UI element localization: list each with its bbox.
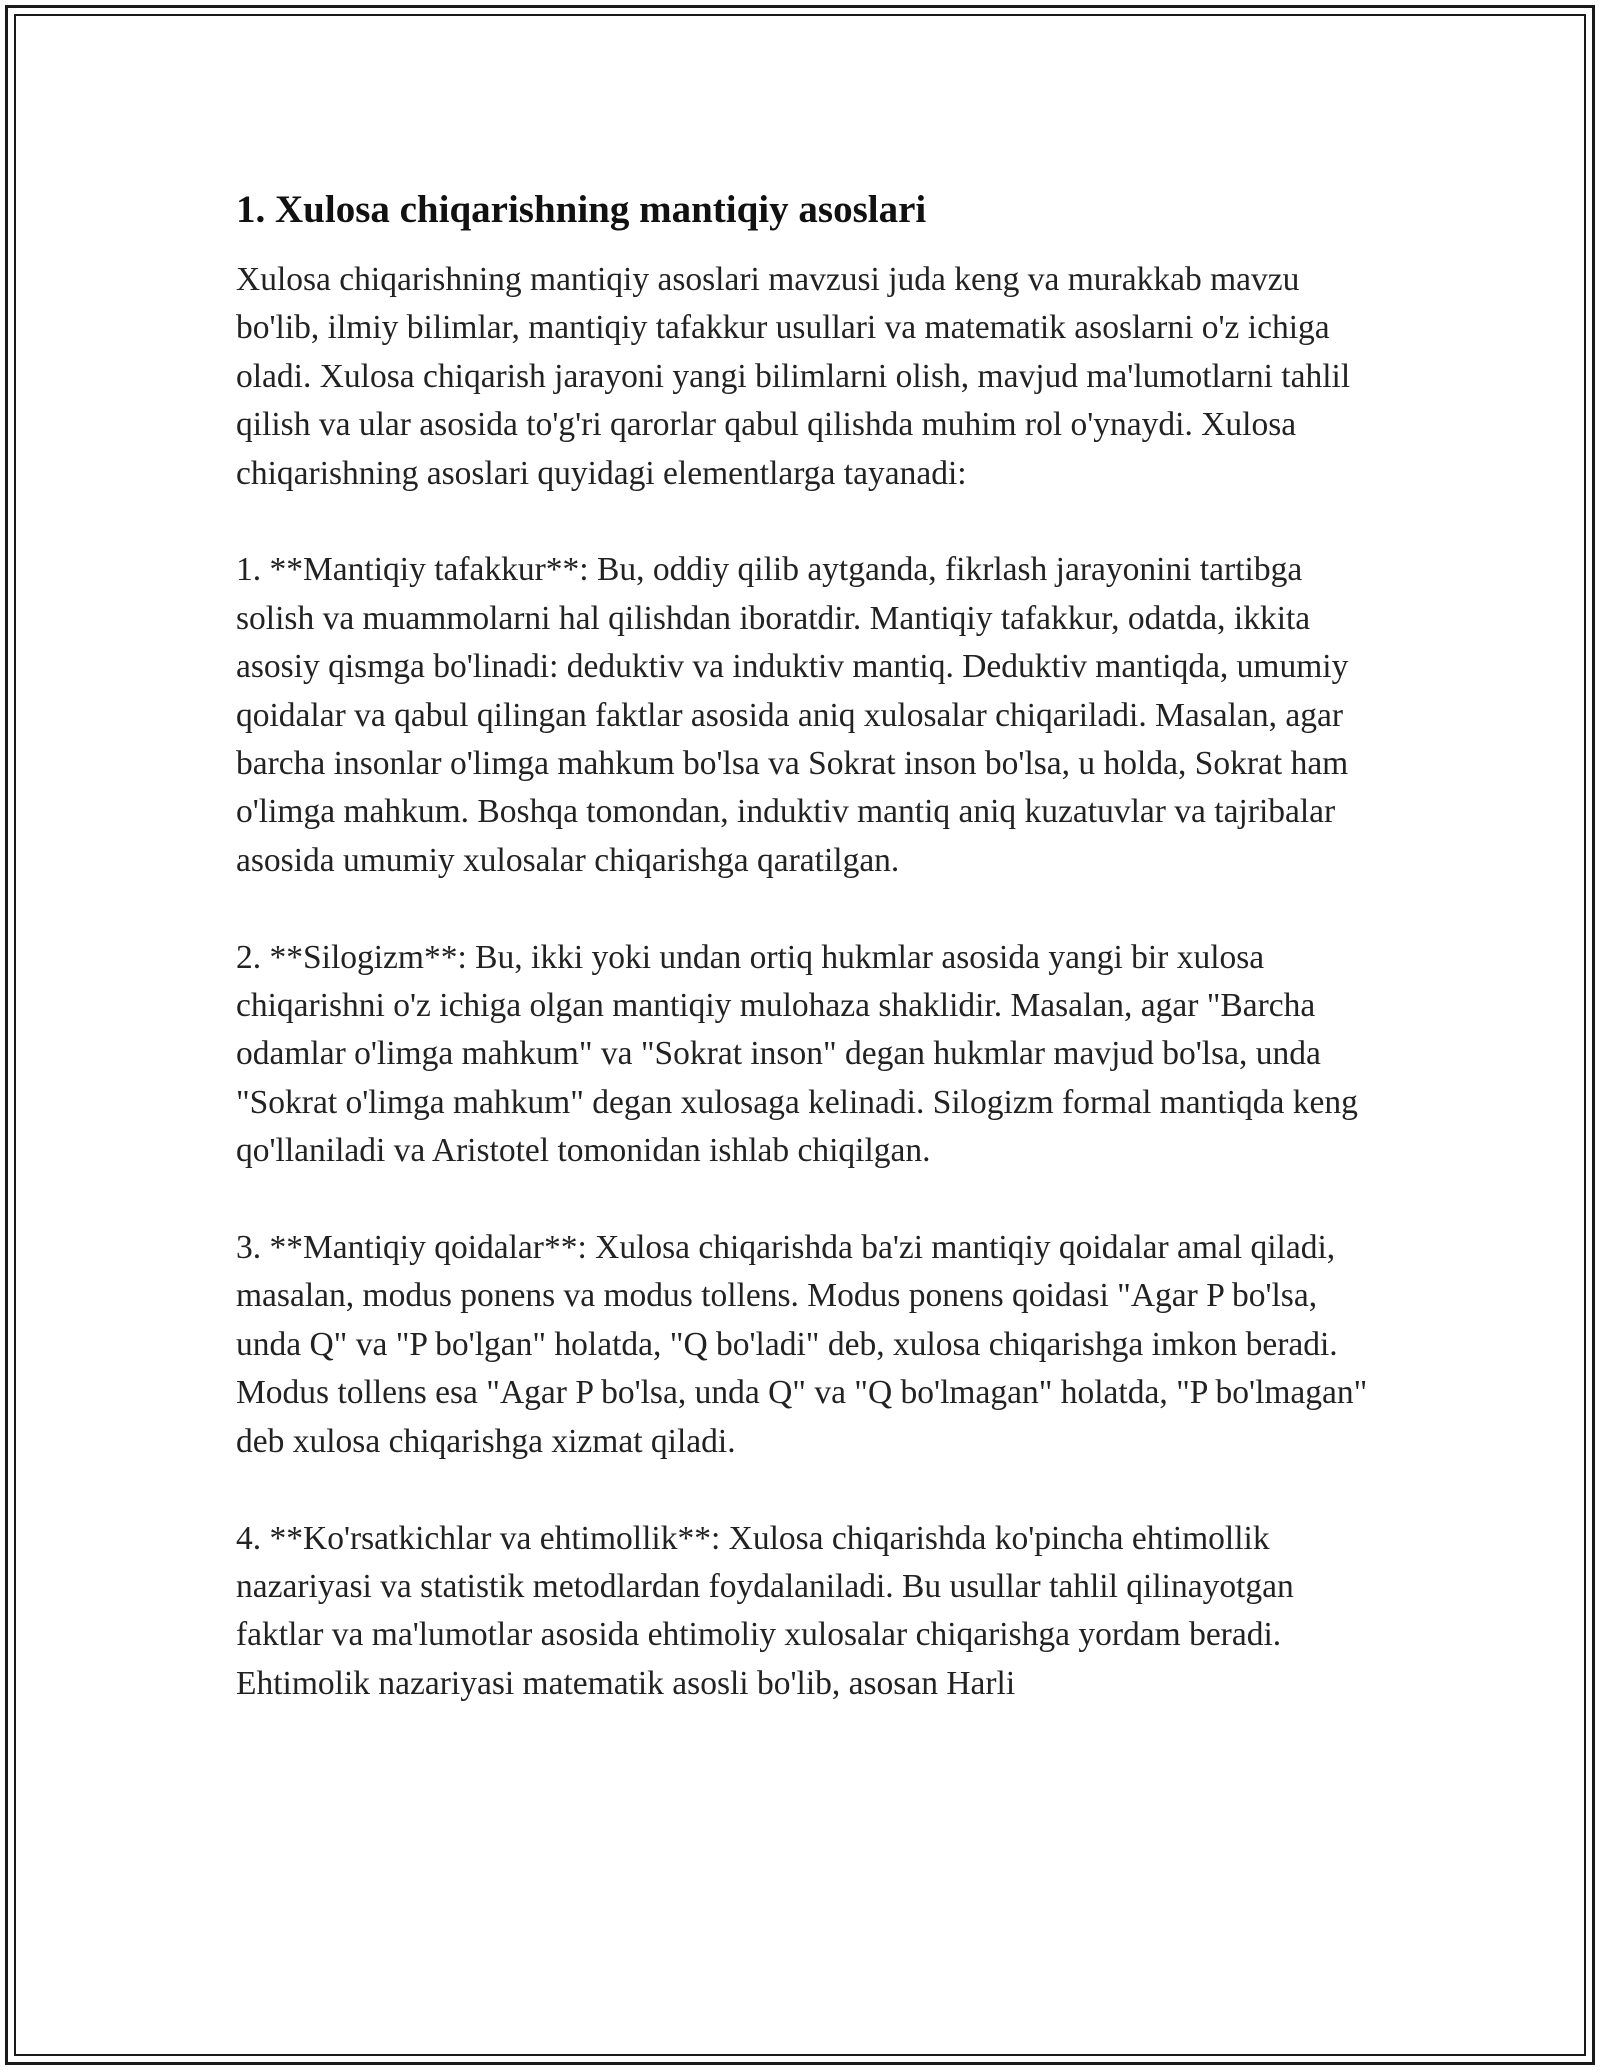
paragraph-mantiqiy-qoidalar: 3. **Mantiqiy qoidalar**: Xulosa chiqarishda ba'zi mantiqiy qoidalar amal qiladi, masalan, modus ponens va modus tollens. Modus ponens qoidasi "Agar P bo'lsa, unda Q" va "P bo'lgan" holatda, "Q bo'ladi" deb, xulosa chiqarishga imkon beradi. Modus tollens esa "Agar P bo'lsa, unda Q" va "Q bo'lmagan" holatda, "P bo'lmagan" deb xulosa chiqarishga xizmat qiladi.: [236, 1229, 1368, 1460]
paragraph-silogizm: 2. **Silogizm**: Bu, ikki yoki undan ortiq hukmlar asosida yangi bir xulosa chiqarishni o'z ichiga olgan mantiqiy mulohaza shaklidir. Masalan, agar "Barcha odamlar o'limga mahkum" va "Sokrat inson" degan hukmlar mavjud bo'lsa, unda "Sokrat o'limga mahkum" degan xulosaga kelinadi. Silogizm formal mantiqda keng qo'llaniladi va Aristotel tomonidan ishlab chiqilgan.: [236, 938, 1358, 1170]
paragraph-ehtimollik: 4. **Ko'rsatkichlar va ehtimollik**: Xulosa chiqarishda ko'pincha ehtimollik nazariyasi va statistik metodlardan foydalaniladi. Bu usullar tahlil qilinayotgan faktlar va ma'lumotlar asosida ehtimoliy xulosalar chiqarishga yordam beradi. Ehtimolik nazariyasi matematik asosli bo'lib, asosan Harli: [236, 1519, 1294, 1702]
section-heading: 1. Xulosa chiqarishning mantiqiy asoslari: [236, 188, 927, 231]
paragraph-intro: Xulosa chiqarishning mantiqiy asoslari mavzusi juda keng va murakkab mavzu bo'lib, ilmiy bilimlar, mantiqiy tafakkur usullari va matematik asoslarni o'z ichiga oladi. Xulosa chiqarish jarayoni yangi bilimlarni olish, mavjud ma'lumotlarni tahlil qilish va ular asosida to'g'ri qarorlar qabul qilishda muhim rol o'ynaydi. Xulosa chiqarishning asoslari quyidagi elementlarga tayanadi:: [236, 261, 1351, 492]
paragraph-mantiqiy-tafakkur: 1. **Mantiqiy tafakkur**: Bu, oddiy qilib aytganda, fikrlash jarayonini tartibga solish va muammolarni hal qilishdan iboratdir. Mantiqiy tafakkur, odatda, ikkita asosiy qismga bo'linadi: deduktiv va induktiv mantiq. Deduktiv mantiqda, umumiy qoidalar va qabul qilingan faktlar asosida aniq xulosalar chiqariladi. Masalan, agar barcha insonlar o'limga mahkum bo'lsa va Sokrat inson bo'lsa, u holda, Sokrat ham o'limga mahkum. Boshqa tomondan, induktiv mantiq aniq kuzatuvlar va tajribalar asosida umumiy xulosalar chiqarishga qaratilgan.: [236, 551, 1349, 879]
document-body: [236, 186, 1376, 1757]
